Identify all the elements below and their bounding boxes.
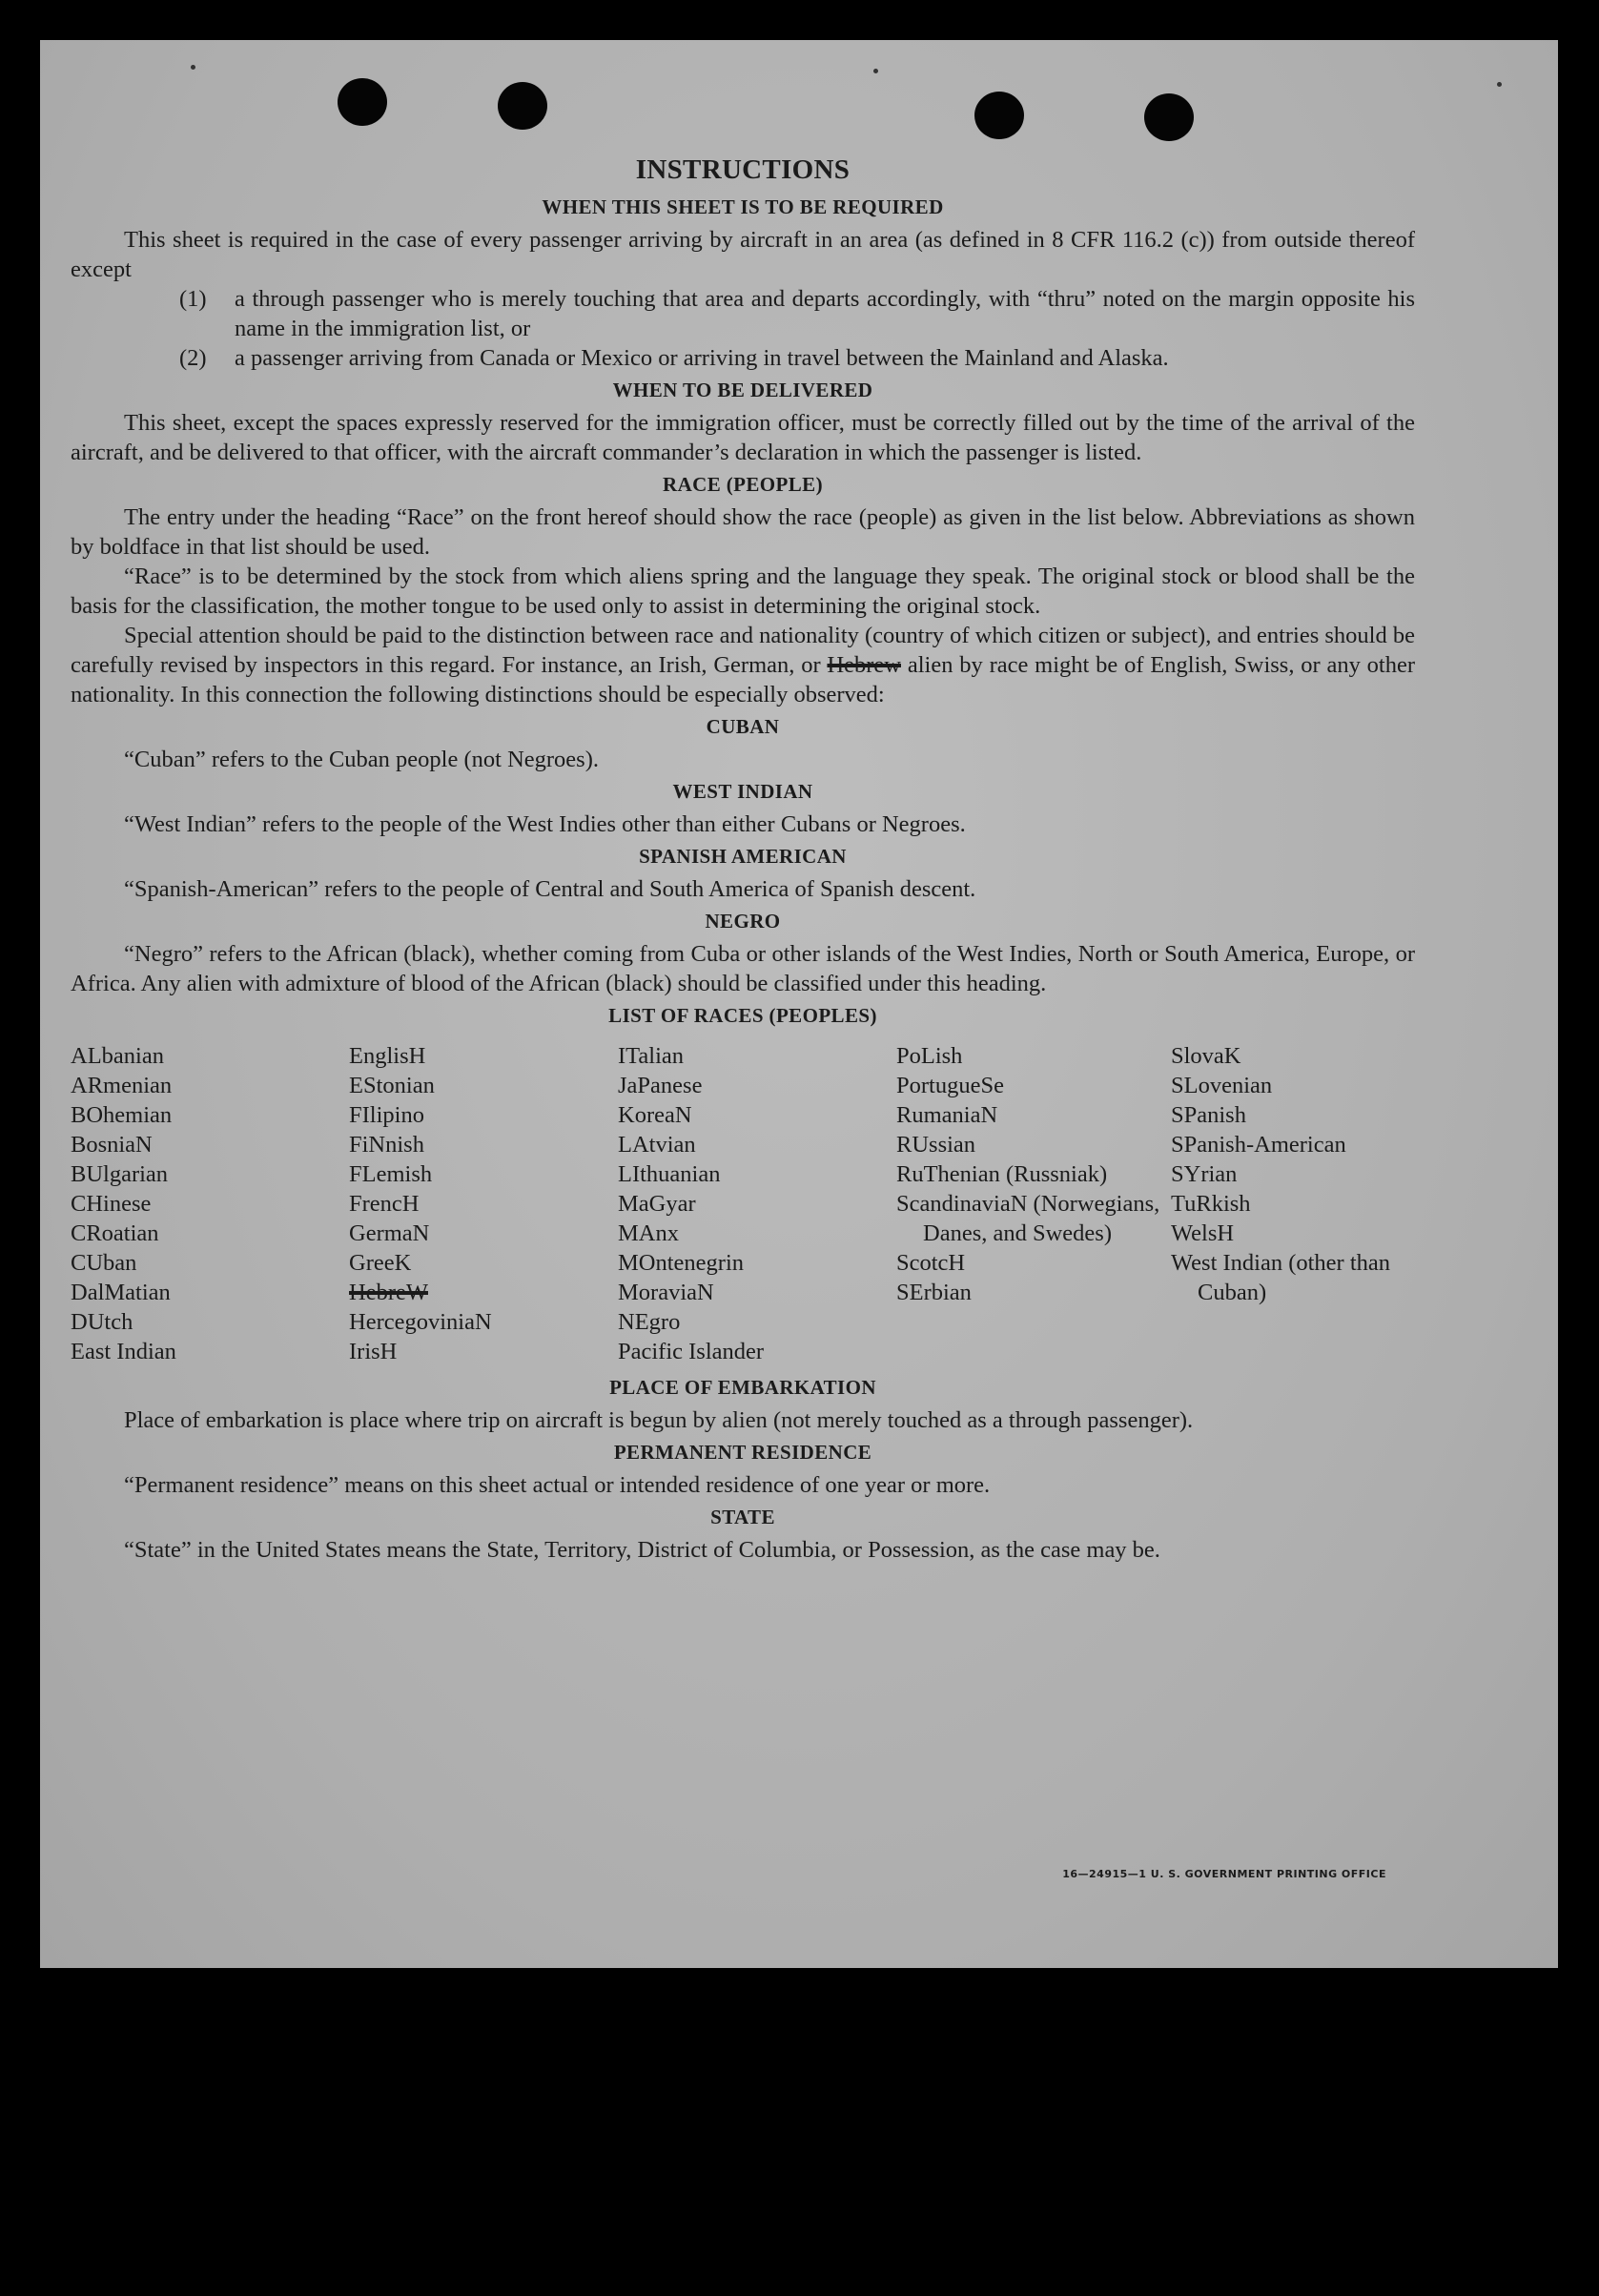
race-entry: LAtvian — [618, 1132, 696, 1158]
race-entry: HercegoviniaN — [349, 1309, 492, 1335]
cuban-text: “Cuban” refers to the Cuban people (not Negroes). — [124, 747, 599, 772]
race-entry: BosniaN — [71, 1132, 153, 1158]
race-entry: GreeK — [349, 1250, 412, 1276]
race-entry: WelsH — [1171, 1220, 1235, 1246]
race-entry: ARmenian — [71, 1073, 173, 1098]
heading-required: WHEN THIS SHEET IS TO BE REQUIRED — [542, 195, 944, 218]
required-intro: This sheet is required in the case of every passenger arriving by aircraft in an area (as defined in 8 CFR 116.2 (c)) from outside thereof except — [71, 227, 1415, 282]
speck — [191, 65, 195, 70]
item-number: (2) — [179, 345, 207, 371]
races-column — [618, 1041, 896, 1366]
speck — [1497, 82, 1502, 87]
race-entry: SErbian — [896, 1280, 972, 1305]
race-entry: TuRkish — [1171, 1191, 1251, 1217]
race-entry: GermaN — [349, 1220, 430, 1246]
race-entry: SYrian — [1171, 1161, 1238, 1187]
race-entry: CUban — [71, 1250, 137, 1276]
race-entry: West Indian (other than Cuban) — [1171, 1250, 1391, 1305]
race-entry: MOntenegrin — [618, 1250, 744, 1276]
race-entry: SPanish — [1171, 1102, 1246, 1128]
document-sheet — [40, 40, 1558, 1968]
race-entry: SPanish-American — [1171, 1132, 1346, 1158]
embarkation-text: Place of embarkation is place where trip on aircraft is begun by alien (not merely touched as a through passenger). — [124, 1407, 1194, 1433]
race-entry: HebreW — [349, 1280, 428, 1305]
race-paragraph-3 — [71, 621, 1415, 709]
race-entry: BUlgarian — [71, 1161, 169, 1187]
race-entry: Pacific Islander — [618, 1339, 765, 1364]
race-paragraph-2: “Race” is to be determined by the stock from which aliens spring and the language they speak. The original stock or blood shall be the basis for the classification, the mother tongue to be used only to assist in determining the original stock. — [71, 564, 1415, 619]
races-column — [1171, 1041, 1419, 1366]
race-entry: SLovenian — [1171, 1073, 1273, 1098]
document-title: INSTRUCTIONS — [635, 154, 851, 185]
punch-hole — [498, 82, 547, 130]
heading-state: STATE — [710, 1506, 775, 1528]
race-p3-part-a: Special attention should be paid to the distinction between race and nationality (country of which citizen or subject), and entries should be carefully revised by inspectors in this regard. For instance, an Irish, German, or — [71, 623, 1415, 678]
races-column — [71, 1041, 349, 1366]
punch-hole — [1144, 93, 1194, 141]
list-item — [71, 284, 1415, 343]
race-entry: SlovaK — [1171, 1043, 1241, 1069]
race-entry: EStonian — [349, 1073, 435, 1098]
punch-hole — [974, 92, 1024, 139]
race-entry: CRoatian — [71, 1220, 159, 1246]
delivered-text: This sheet, except the spaces expressly reserved for the immigration officer, must be correctly filled out by the time of the arrival of the aircraft, and be delivered to that officer, with the aircraft commander’s declaration in which the passenger is listed. — [71, 410, 1415, 465]
race-entry: MAnx — [618, 1220, 679, 1246]
race-entry: RuThenian (Russniak) — [896, 1161, 1108, 1187]
item-text: a passenger arriving from Canada or Mexico or arriving in travel between the Mainland and Alaska. — [235, 345, 1169, 371]
races-column — [349, 1041, 618, 1366]
punch-hole — [338, 78, 387, 126]
heading-west-indian: WEST INDIAN — [672, 780, 813, 803]
race-entry: NEgro — [618, 1309, 681, 1335]
race-entry: JaPanese — [618, 1073, 703, 1098]
struck-word: Hebrew — [827, 652, 901, 678]
residence-text: “Permanent residence” means on this sheet actual or intended residence of one year or more. — [124, 1472, 991, 1498]
race-entry: LIthuanian — [618, 1161, 721, 1187]
heading-delivered: WHEN TO BE DELIVERED — [612, 379, 873, 401]
heading-cuban: CUBAN — [706, 715, 780, 738]
race-entry: MoraviaN — [618, 1280, 714, 1305]
negro-text: “Negro” refers to the African (black), whether coming from Cuba or other islands of the West Indies, North or South America, Europe, or Africa. Any alien with admixture of blood of the African (black) should be classified under this heading. — [71, 941, 1415, 996]
race-entry: ITalian — [618, 1043, 685, 1069]
race-entry: RumaniaN — [896, 1102, 998, 1128]
race-entry: KoreaN — [618, 1102, 692, 1128]
races-column — [896, 1041, 1171, 1366]
item-number: (1) — [179, 286, 207, 312]
list-item — [71, 343, 1415, 373]
race-entry: PoLish — [896, 1043, 963, 1069]
race-entry: FrencH — [349, 1191, 420, 1217]
races-table — [71, 1041, 1415, 1366]
state-text: “State” in the United States means the State, Territory, District of Columbia, or Possession, as the case may be. — [124, 1537, 1160, 1563]
item-text: a through passenger who is merely touching that area and departs accordingly, with “thru” noted on the margin opposite his name in the immigration list, or — [235, 286, 1415, 341]
heading-embarkation: PLACE OF EMBARKATION — [609, 1376, 876, 1399]
race-entry: CHinese — [71, 1191, 152, 1217]
race-entry: DUtch — [71, 1309, 133, 1335]
heading-negro: NEGRO — [705, 910, 781, 933]
race-entry: FLemish — [349, 1161, 433, 1187]
race-entry: BOhemian — [71, 1102, 173, 1128]
race-entry: MaGyar — [618, 1191, 696, 1217]
heading-race: RACE (PEOPLE) — [663, 473, 823, 496]
race-entry: FiNnish — [349, 1132, 424, 1158]
west-indian-text: “West Indian” refers to the people of the West Indies other than either Cubans or Negroes. — [124, 811, 966, 837]
race-entry: ALbanian — [71, 1043, 164, 1069]
printing-office-code: 16—24915—1 U. S. GOVERNMENT PRINTING OFFICE — [1062, 1868, 1386, 1880]
race-entry: ScotcH — [896, 1250, 966, 1276]
race-entry: East Indian — [71, 1339, 176, 1364]
race-entry: DalMatian — [71, 1280, 171, 1305]
race-entry: IrisH — [349, 1339, 398, 1364]
heading-residence: PERMANENT RESIDENCE — [613, 1441, 872, 1464]
speck — [873, 69, 878, 73]
race-paragraph-1: The entry under the heading “Race” on the front hereof should show the race (people) as given in the list below. Abbreviations as shown by boldface in that list should be used. — [71, 504, 1415, 560]
race-entry: FIlipino — [349, 1102, 424, 1128]
spanish-american-text: “Spanish-American” refers to the people of Central and South America of Spanish descent. — [124, 876, 976, 902]
race-p3-part-b: alien by race might be of English, Swiss, or any other nationality. In this connection the following distinctions should be especially observed: — [71, 652, 1416, 707]
race-entry: RUssian — [896, 1132, 976, 1158]
race-entry: ScandinaviaN (Norwegians, Danes, and Swedes) — [896, 1191, 1160, 1246]
race-entry: PortugueSe — [896, 1073, 1004, 1098]
heading-list-of-races: LIST OF RACES (PEOPLES) — [608, 1004, 877, 1027]
heading-spanish-american: SPANISH AMERICAN — [639, 845, 847, 868]
race-entry: EnglisH — [349, 1043, 426, 1069]
